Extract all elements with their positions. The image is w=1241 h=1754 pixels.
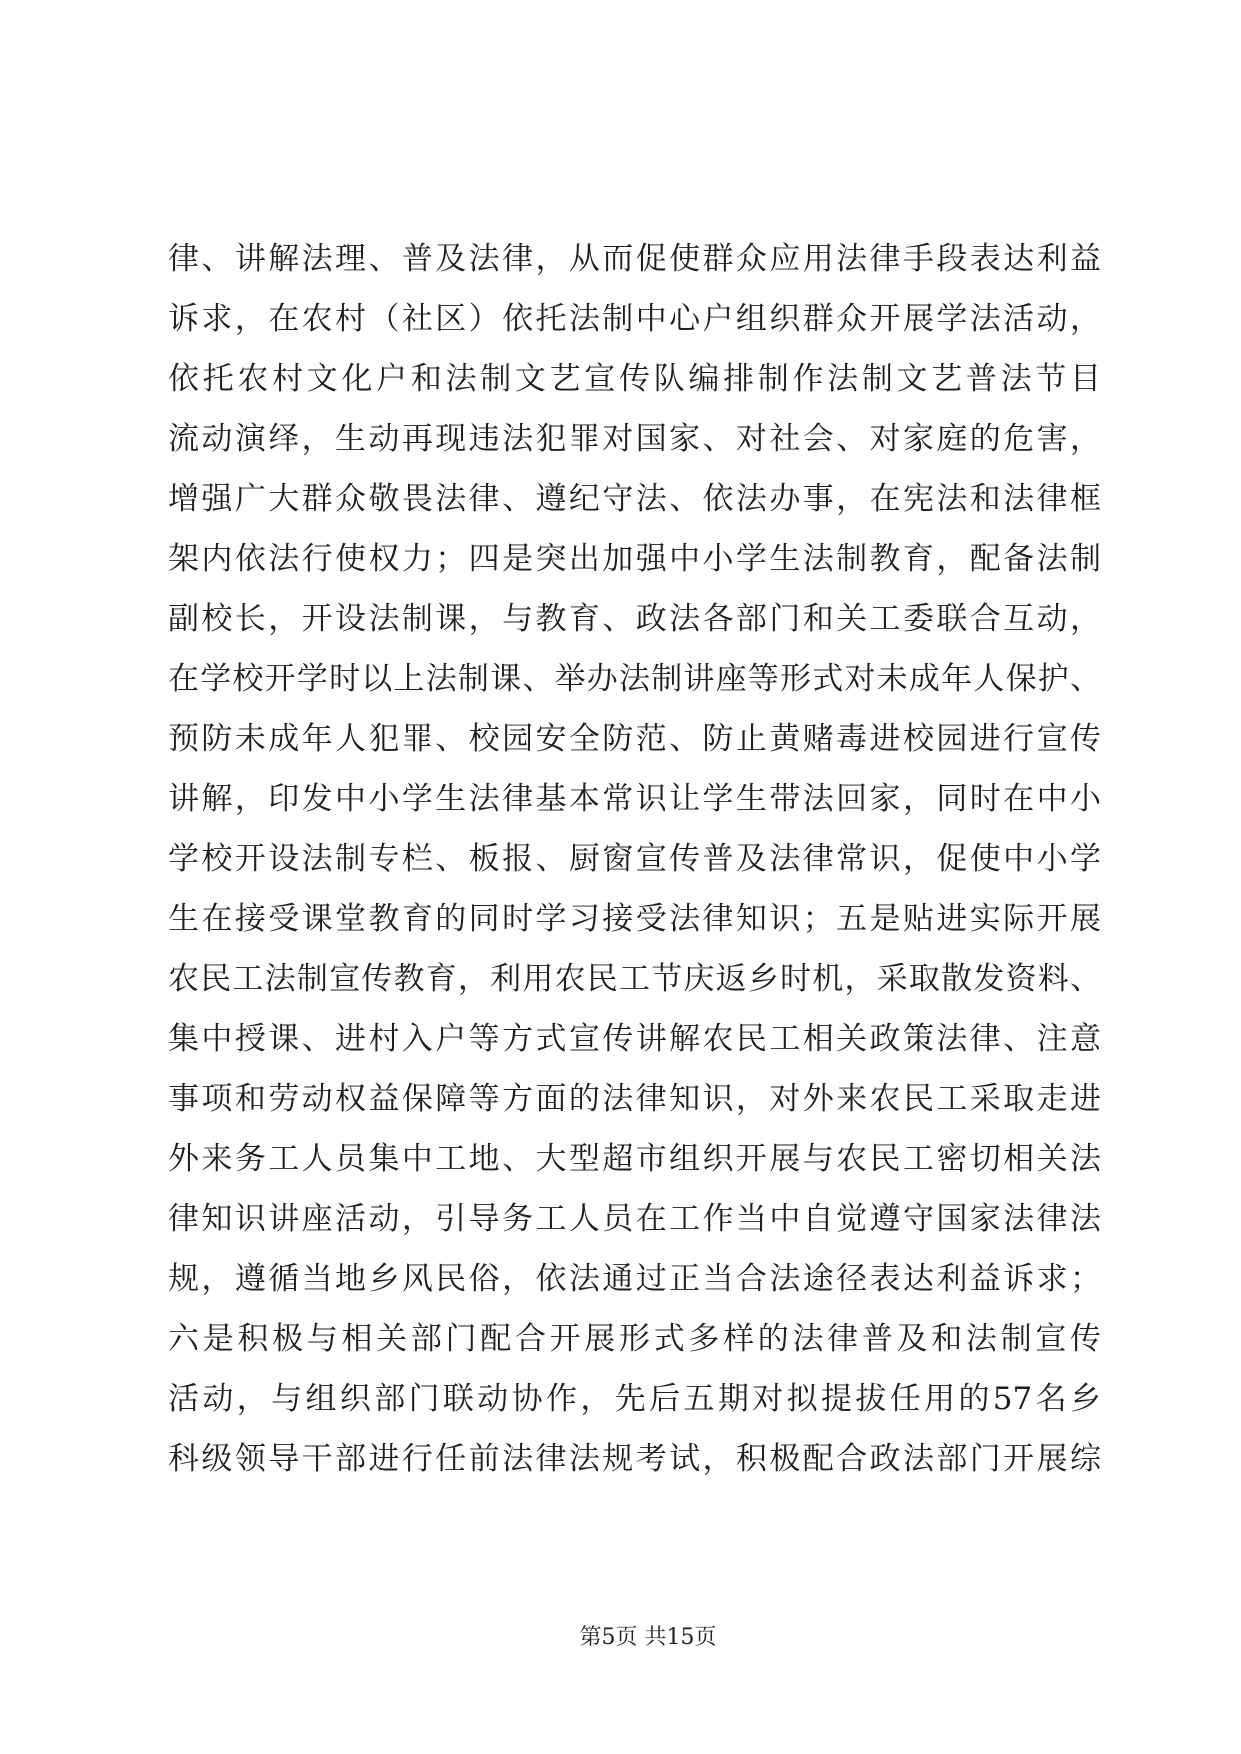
text-line: 依托农村文化户和法制文艺宣传队编排制作法制文艺普法节目 [168, 361, 1101, 397]
document-body [168, 229, 1101, 1489]
page-number-footer: 第5页 共15页 [579, 1625, 717, 1650]
text-line: 外来务工人员集中工地、大型超市组织开展与农民工密切相关法 [168, 1141, 1101, 1177]
text-line: 律、讲解法理、普及法律，从而促使群众应用法律手段表达利益 [168, 241, 1101, 277]
text-line: 农民工法制宣传教育，利用农民工节庆返乡时机，采取散发资料、 [168, 961, 1101, 997]
text-line: 学校开设法制专栏、板报、厨窗宣传普及法律常识，促使中小学 [168, 841, 1101, 877]
text-line: 律知识讲座活动，引导务工人员在工作当中自觉遵守国家法律法 [168, 1201, 1101, 1237]
text-line: 副校长，开设法制课，与教育、政法各部门和关工委联合互动， [168, 601, 1101, 637]
text-line: 集中授课、进村入户等方式宣传讲解农民工相关政策法律、注意 [168, 1021, 1101, 1057]
text-line: 生在接受课堂教育的同时学习接受法律知识；五是贴进实际开展 [168, 901, 1101, 937]
text-line: 增强广大群众敬畏法律、遵纪守法、依法办事，在宪法和法律框 [168, 481, 1101, 517]
text-line: 科级领导干部进行任前法律法规考试，积极配合政法部门开展综 [168, 1441, 1101, 1477]
text-line: 讲解，印发中小学生法律基本常识让学生带法回家，同时在中小 [168, 781, 1101, 817]
text-line: 架内依法行使权力；四是突出加强中小学生法制教育，配备法制 [168, 541, 1101, 577]
text-line: 事项和劳动权益保障等方面的法律知识，对外来农民工采取走进 [168, 1081, 1101, 1117]
text-line: 流动演绎，生动再现违法犯罪对国家、对社会、对家庭的危害， [168, 421, 1101, 457]
text-line: 活动，与组织部门联动协作，先后五期对拟提拔任用的57名乡 [168, 1381, 1101, 1417]
text-line: 诉求，在农村（社区）依托法制中心户组织群众开展学法活动， [168, 301, 1101, 337]
text-line: 规，遵循当地乡风民俗，依法通过正当合法途径表达利益诉求； [168, 1261, 1101, 1297]
text-line: 预防未成年人犯罪、校园安全防范、防止黄赌毒进校园进行宣传 [168, 721, 1101, 757]
text-line: 六是积极与相关部门配合开展形式多样的法律普及和法制宣传 [168, 1321, 1101, 1357]
text-line: 在学校开学时以上法制课、举办法制讲座等形式对未成年人保护、 [168, 661, 1101, 697]
